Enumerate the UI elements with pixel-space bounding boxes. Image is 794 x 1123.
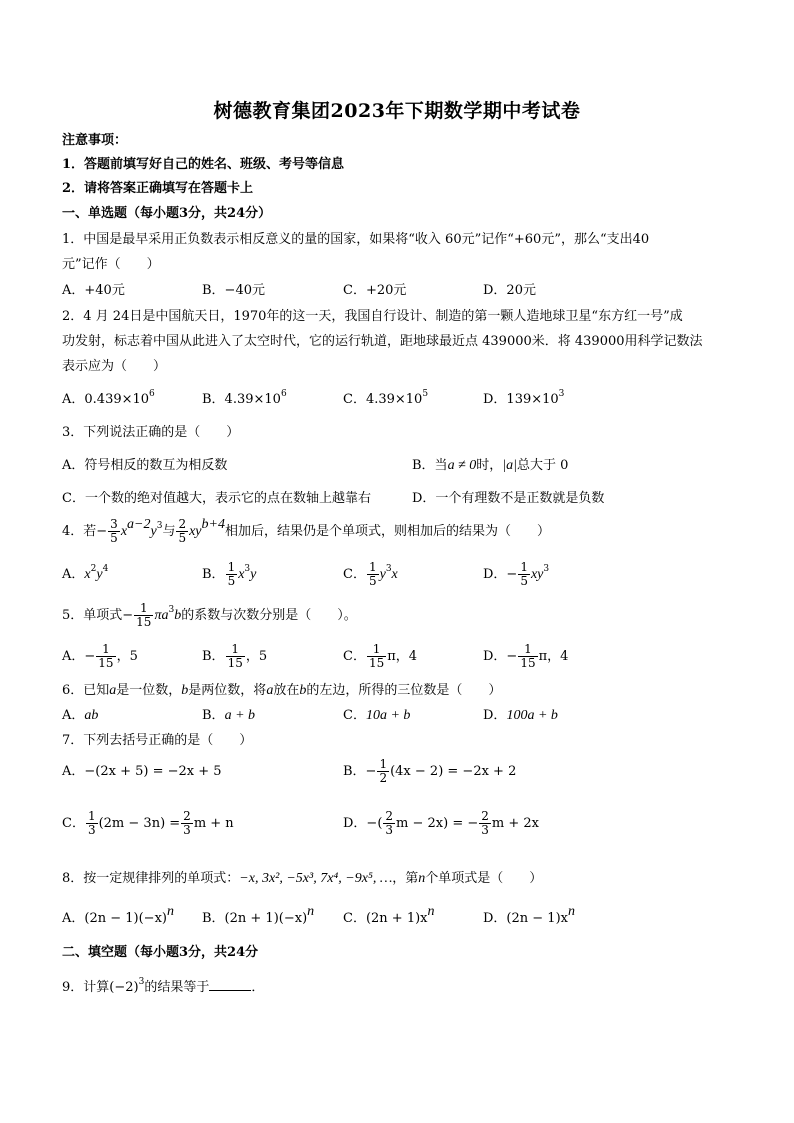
q6-option-c: C．10a + b (343, 708, 411, 723)
q5-stem: 5．单项式− $\frac{1}{15}$ $\pi a^3b$的系数与次数分别是（ ）。 (62, 601, 357, 629)
q3-stem: 3．下列说法正确的是（ ） (62, 425, 240, 440)
q8-stem: 8．按一定规律排列的单项式：−x, 3x², −5x³, 7x⁴, −9x⁵, …，第n个单项式是（ ） (62, 871, 543, 886)
q5-option-b: B． $\frac{1}{15}$ ，5 (202, 642, 268, 670)
q7-stem: 7．下列去括号正确的是（ ） (62, 733, 253, 748)
q1-option-c: C．+20元 (343, 283, 407, 298)
q1-stem-line1: 1．中国是最早采用正负数表示相反意义的量的国家，如果将“收入 60元”记作“+60元”，那么“支出40 (62, 232, 650, 247)
q7-option-b: B．− $\frac{1}{2}$ (4x − 2) = −2x + 2 (343, 757, 517, 785)
q3-option-b: B．当a ≠ 0时，|a|总大于 0 (412, 458, 569, 473)
q2-option-b: B．$4.39\times 10^6$ (202, 389, 287, 407)
q6-option-a: A．ab (62, 708, 99, 723)
notice-item-1: 1．答题前填写好自己的姓名、班级、考号等信息 (62, 157, 345, 172)
q2-option-a: A．$0.439\times 10^6$ (62, 389, 155, 407)
q4-option-a: A．$x^2y^4$ (62, 564, 109, 582)
q9-stem: 9．计算$(-2)^3$的结果等于 ． (62, 977, 265, 995)
q2-stem-line2: 功发射，标志着中国从此进入了太空时代，它的运行轨道，距地球最近点 439000米．将 439000用科学记数法 (62, 334, 703, 349)
q6-option-d: D．100a + b (483, 708, 558, 723)
q7-option-c: C． $\frac{1}{3}$ (2m − 3n) = $\frac{2}{3}$ m + n (62, 809, 234, 837)
notice-heading: 注意事项： (62, 133, 128, 148)
q2-option-d: D．$139\times 10^3$ (483, 389, 565, 407)
q4-option-c: C． $\frac{1}{5}$ $y^3x$ (343, 560, 398, 588)
section-1-heading: 一、单选题（每小题3分，共24分） (62, 206, 272, 221)
q8-option-b: B．$(2n + 1)(-x)^n$ (202, 904, 315, 926)
q2-option-c: C．$4.39\times 10^5$ (343, 389, 429, 407)
q8-option-c: C．$(2n + 1)x^n$ (343, 904, 435, 926)
q2-stem-line1: 2．4 月 24日是中国航天日，1970年的这一天，我国自行设计、制造的第一颗人造地球卫星“东方红一号”成 (62, 309, 683, 324)
q4-option-b: B． $\frac{1}{5}$ $x^3y$ (202, 560, 257, 588)
notice-item-2: 2．请将答案正确填写在答题卡上 (62, 181, 254, 196)
q7-option-d: D．−( $\frac{2}{3}$ m − 2x) = − $\frac{2}{3}$ m + 2x (343, 809, 539, 837)
exam-title: 树德教育集团2023年下期数学期中考试卷 (213, 100, 581, 122)
q7-option-a: A．−(2x + 5) = −2x + 5 (62, 764, 222, 779)
q1-stem-line2: 元”记作（ ） (62, 257, 160, 272)
q1-option-d: D．20元 (483, 283, 536, 298)
q8-option-d: D．$(2n - 1)x^n$ (483, 904, 575, 926)
q8-option-a: A．$(2n - 1)(-x)^n$ (62, 904, 174, 926)
section-2-heading: 二、填空题（每小题3分，共24分 (62, 945, 259, 960)
q9-answer-blank (209, 978, 251, 991)
q1-option-b: B．−40元 (202, 283, 265, 298)
q1-option-a: A．+40元 (62, 283, 125, 298)
q5-option-c: C． $\frac{1}{15}$ π，4 (343, 642, 418, 670)
q3-option-c: C．一个数的绝对值越大，表示它的点在数轴上越靠右 (62, 491, 371, 506)
q3-option-a: A．符号相反的数互为相反数 (62, 458, 228, 473)
q6-stem: 6．已知a是一位数，b是两位数，将a放在b的左边，所得的三位数是（ ） (62, 683, 502, 698)
q4-option-d: D．− $\frac{1}{5}$ $xy^3$ (483, 560, 550, 588)
q6-option-b: B．a + b (202, 708, 256, 723)
q2-stem-line3: 表示应为（ ） (62, 359, 167, 374)
q5-option-d: D．− $\frac{1}{15}$ π，4 (483, 642, 569, 670)
q3-option-d: D．一个有理数不是正数就是负数 (412, 491, 605, 506)
q4-stem: 4．若− $\frac{3}{5}$ $x^{a-2}y^3$与 $\frac{2}{5}$ $xy^{b+4}$相加后，结果仍是个单项式，则相加后的结果为（ ） (62, 517, 550, 545)
q5-option-a: A．− $\frac{1}{15}$ ，5 (62, 642, 138, 670)
